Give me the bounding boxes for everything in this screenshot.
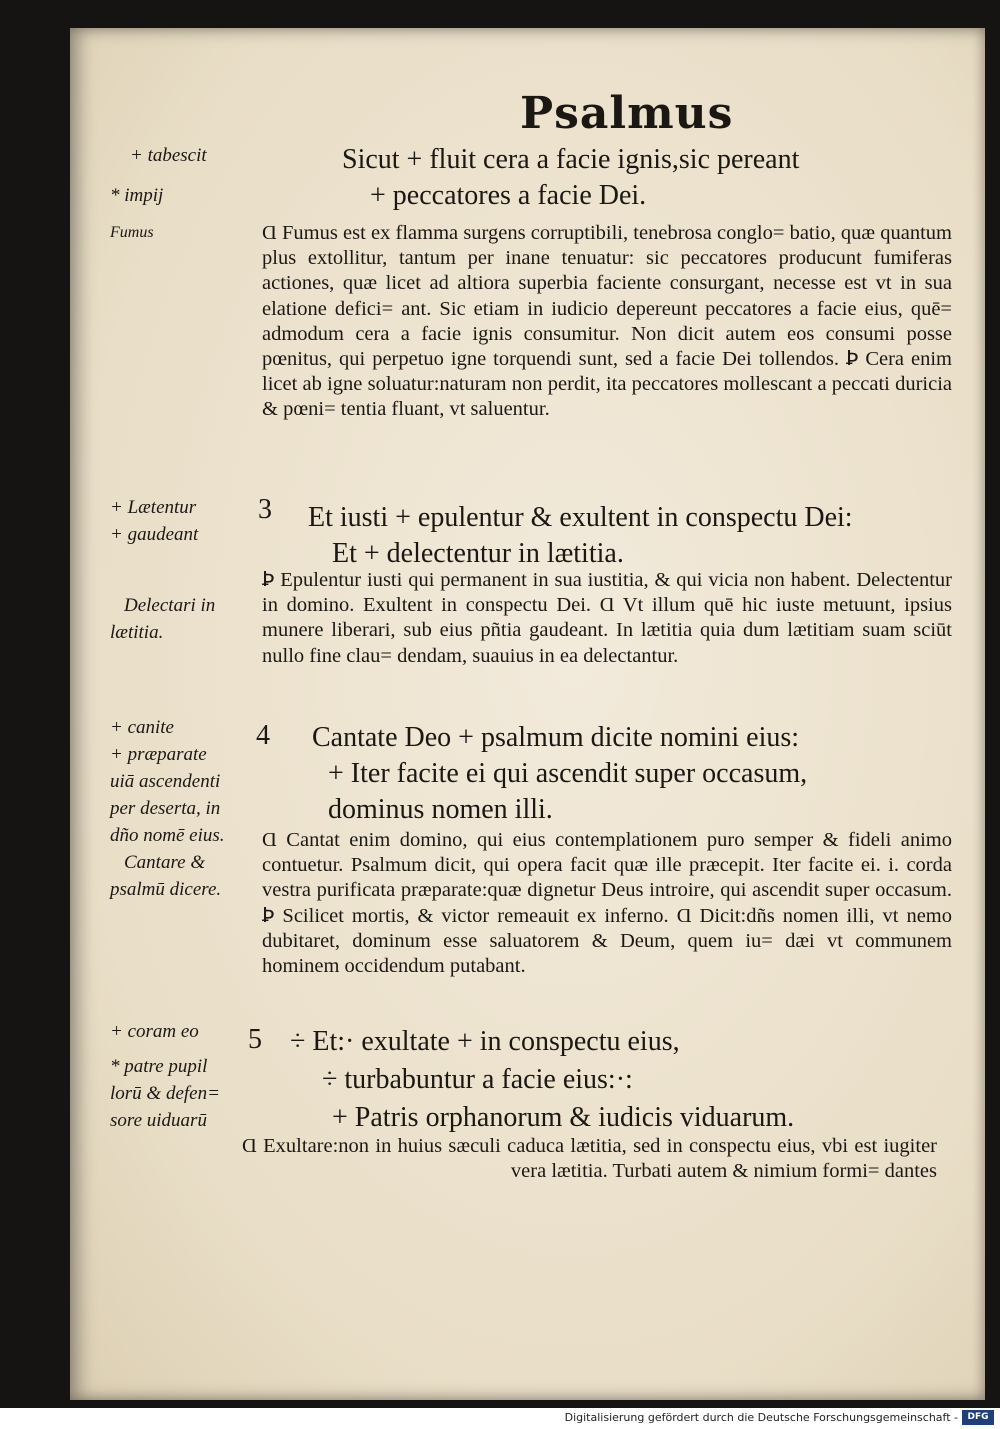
dfg-logo: DFG xyxy=(962,1410,994,1425)
commentary-text: Ɑ Fumus est ex flamma surgens corruptibili, tenebrosa conglo= batio, quæ quantum plus extollitur, tantum per inane tenuatur: sic peccatores producunt fumiferas actiones, quæ licet ad altiora superbia faciente consurgant, necesse est vt in sua elatione defici= ant. Sic etiam in iudicio depereunt peccatores a facie eius, quē= admodum cera a facie ignis consumitur. Non dicit autem eos consumi posse pœnitus, qui perpetuo igne torquendi sunt, sed a facie Dei tollendos. Ꝧ Cera enim licet ab igne soluatur:naturam non perdit, ita peccatores mollescant a peccati duricia & pœni= tentia fluant, vt saluentur. xyxy=(262,222,952,421)
margin-notes-2 xyxy=(110,494,260,646)
margin-notes-4 xyxy=(110,1018,260,1134)
verse-line: Et iusti + epulentur & exultent in conspectu Dei: xyxy=(308,502,853,533)
verse-line: Et + delectentur in lætitia. xyxy=(332,538,624,569)
margin-notes-1 xyxy=(110,142,260,246)
margin-note: lorū & defen= xyxy=(110,1083,220,1104)
verse-line: + Patris orphanorum & iudicis viduarum. xyxy=(332,1102,795,1133)
footer-bar xyxy=(0,1408,1000,1429)
commentary-text: Ɑ Cantat enim domino, qui eius contemplationem puro semper & fideli animo contuetur. Psalmum dicit, qui opera facit quæ ille præcepit. Iter facite ei. i. corda vestra purificata præparate:quæ dignetur Deus introire, qui ascendit super occasum. Ꝧ Scilicet mortis, & victor remeauit ex inferno. Ɑ Dicit:dñs nomen illi, vt nemo dubitaret, dominum esse saluatorem & Deum, quem iu= dæi vt communem hominem occidendum putabant. xyxy=(262,829,952,978)
commentary-2 xyxy=(262,568,952,669)
verse-line: ÷ Et:· exultate + in conspectu eius, xyxy=(290,1026,680,1057)
commentary-text: Ɑ Exultare:non in huius sæculi caduca lætitia, sed in conspectu eius, vbi est iugiter vera lætitia. Turbati autem & nimium formi= dantes xyxy=(242,1135,937,1183)
margin-note: per deserta, in xyxy=(110,798,221,819)
verse-line: ÷ turbabuntur a facie eius:·: xyxy=(322,1064,633,1095)
margin-note: * patre pupil xyxy=(110,1056,208,1077)
commentary-text: Ꝧ Epulentur iusti qui permanent in sua iustitia, & qui vicia non habent. Delectentur in domino. Exultent in conspectu Dei. Ɑ Vt illum quē hic iuste metuunt, ipsius munere liberari, sub eius pñtia gaudeant. In lætitia quia dum lætitiam suam sciūt nullo fine clau= dendam, suauius in ea delectantur. xyxy=(262,569,952,667)
verse-line: + peccatores a facie Dei. xyxy=(370,180,647,211)
running-head: Psalmus xyxy=(520,88,734,139)
margin-note: + tabescit xyxy=(130,145,207,166)
margin-note: + coram eo xyxy=(110,1021,199,1042)
margin-note: Fumus xyxy=(110,224,154,241)
commentary-1 xyxy=(262,221,952,423)
footer-credit: Digitalisierung gefördert durch die Deutsche Forschungsgemeinschaft - xyxy=(564,1411,958,1424)
margin-note: + gaudeant xyxy=(110,524,199,545)
verse-line: Sicut + fluit cera a facie ignis,sic pereant xyxy=(342,144,800,175)
verse-line: Cantate Deo + psalmum dicite nomini eius: xyxy=(312,722,800,753)
margin-note: + Lætentur xyxy=(110,497,197,518)
margin-note: + præparate xyxy=(110,744,207,765)
commentary-4 xyxy=(242,1134,937,1184)
verse-number: 4 xyxy=(256,720,270,751)
commentary-3 xyxy=(262,828,952,979)
verse-number: 3 xyxy=(258,494,272,525)
margin-note: uiā ascendenti xyxy=(110,771,221,792)
margin-note: lætitia. xyxy=(110,622,164,643)
verse-line: dominus nomen illi. xyxy=(328,794,553,825)
verse-number: 5 xyxy=(248,1024,262,1055)
margin-note: Delectari in xyxy=(124,595,216,616)
margin-note: * impij xyxy=(110,185,164,206)
margin-note: + canite xyxy=(110,717,174,738)
margin-notes-3 xyxy=(110,714,260,903)
verse-line: + Iter facite ei qui ascendit super occasum, xyxy=(328,758,808,789)
margin-note: sore uiduarū xyxy=(110,1110,207,1131)
margin-note: dño nomē eius. xyxy=(110,825,225,846)
margin-note: psalmū dicere. xyxy=(110,879,222,900)
margin-note: Cantare & xyxy=(124,852,206,873)
book-page xyxy=(70,28,985,1400)
